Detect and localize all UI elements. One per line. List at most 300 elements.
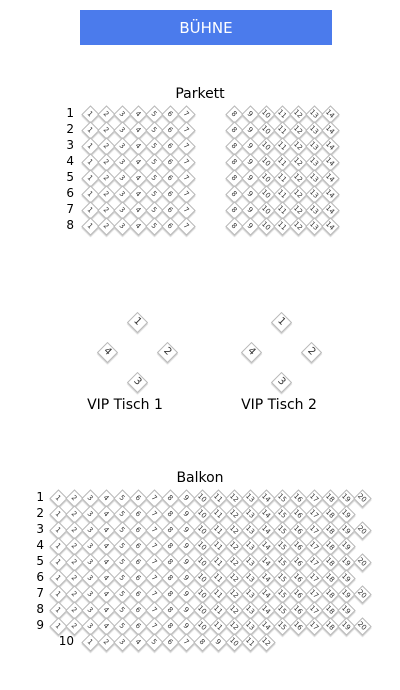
seat-number: 12 — [292, 204, 304, 216]
seat-number: 5 — [117, 557, 127, 567]
parkett-row-label: 8 — [66, 218, 74, 232]
seat-number: 2 — [69, 573, 79, 583]
seat-number: 2 — [101, 189, 111, 199]
seat-number: 1 — [85, 189, 95, 199]
seat-number: 10 — [260, 140, 272, 152]
seat-number: 9 — [181, 541, 191, 551]
seat-number: 7 — [181, 173, 191, 183]
seat-number: 13 — [244, 620, 256, 632]
seat-number: 12 — [260, 636, 272, 648]
seat-number: 1 — [85, 141, 95, 151]
seat-number: 8 — [229, 189, 239, 199]
seat-number: 12 — [228, 524, 240, 536]
seat-number: 10 — [196, 588, 208, 600]
seat-number: 9 — [245, 157, 255, 167]
seat-number: 13 — [308, 140, 320, 152]
seat-number: 2 — [101, 125, 111, 135]
seat-number: 4 — [133, 125, 143, 135]
seat-number: 5 — [149, 173, 159, 183]
seat-number: 4 — [101, 509, 111, 519]
seat-number: 6 — [165, 125, 175, 135]
seat-number: 4 — [101, 557, 111, 567]
seat-number: 1 — [53, 621, 63, 631]
seat-number: 3 — [117, 109, 127, 119]
seat-number: 8 — [165, 541, 175, 551]
seat-number: 12 — [228, 572, 240, 584]
seat-number: 10 — [196, 556, 208, 568]
seat-number: 2 — [101, 637, 111, 647]
seat-number: 7 — [181, 157, 191, 167]
seat-number: 2 — [69, 605, 79, 615]
seat-number: 13 — [244, 604, 256, 616]
seat-number: 3 — [117, 157, 127, 167]
seat-number: 13 — [308, 220, 320, 232]
seat-number: 8 — [165, 605, 175, 615]
seat-number: 4 — [133, 173, 143, 183]
seat-number: 2 — [69, 621, 79, 631]
seat-number: 9 — [181, 605, 191, 615]
seat-number: 19 — [340, 588, 352, 600]
seat-number: 16 — [292, 524, 304, 536]
seat-number: 4 — [133, 141, 143, 151]
vip-table-1-seat[interactable] — [128, 373, 146, 391]
seat-number: 17 — [308, 492, 320, 504]
seat-number: 16 — [292, 508, 304, 520]
seat-number: 7 — [181, 125, 191, 135]
vip-table-1-seat[interactable] — [98, 343, 116, 361]
seat-number: 20 — [356, 524, 368, 536]
seat-number: 9 — [181, 557, 191, 567]
parkett-seat[interactable] — [322, 218, 338, 234]
seat-number: 17 — [308, 604, 320, 616]
seat-number: 5 — [117, 605, 127, 615]
seat-number: 5 — [149, 157, 159, 167]
vip-table-2-seat[interactable] — [272, 313, 290, 331]
seat-number: 18 — [324, 556, 336, 568]
seat-number: 8 — [229, 141, 239, 151]
seat-number: 18 — [324, 540, 336, 552]
seat-number: 4 — [101, 621, 111, 631]
seat-number: 12 — [292, 124, 304, 136]
seat-number: 13 — [308, 124, 320, 136]
seat-number: 3 — [85, 573, 95, 583]
seat-number: 4 — [133, 109, 143, 119]
seat-number: 13 — [308, 188, 320, 200]
seat-number: 2 — [305, 345, 318, 358]
seat-number: 3 — [117, 189, 127, 199]
seat-number: 4 — [101, 573, 111, 583]
seat-number: 7 — [181, 221, 191, 231]
seat-number: 5 — [117, 493, 127, 503]
parkett-title: Parkett — [175, 86, 225, 102]
seat-number: 10 — [260, 204, 272, 216]
seat-number: 8 — [165, 525, 175, 535]
seat-number: 9 — [245, 125, 255, 135]
balkon-row-label: 4 — [36, 538, 44, 552]
seat-number: 7 — [149, 557, 159, 567]
seat-number: 18 — [324, 524, 336, 536]
seat-number: 4 — [133, 637, 143, 647]
seat-number: 8 — [229, 173, 239, 183]
seat-number: 17 — [308, 524, 320, 536]
seat-number: 5 — [149, 109, 159, 119]
seat-number: 5 — [117, 573, 127, 583]
seat-number: 12 — [228, 588, 240, 600]
seat-number: 17 — [308, 572, 320, 584]
seat-number: 4 — [101, 525, 111, 535]
seat-number: 2 — [69, 541, 79, 551]
seat-number: 10 — [196, 492, 208, 504]
vip-table-1-label: VIP Tisch 1 — [87, 397, 163, 413]
seat-number: 1 — [85, 125, 95, 135]
seat-number: 10 — [260, 172, 272, 184]
seat-number: 7 — [181, 109, 191, 119]
seat-number: 15 — [276, 620, 288, 632]
seat-number: 14 — [324, 108, 336, 120]
seat-number: 6 — [133, 589, 143, 599]
seat-number: 16 — [292, 556, 304, 568]
seat-number: 11 — [276, 172, 288, 184]
seat-number: 19 — [340, 620, 352, 632]
seat-number: 4 — [101, 589, 111, 599]
parkett-row-label: 4 — [66, 154, 74, 168]
seat-number: 5 — [149, 141, 159, 151]
seat-number: 2 — [101, 141, 111, 151]
seat-number: 3 — [275, 375, 288, 388]
seat-number: 7 — [181, 189, 191, 199]
seat-number: 12 — [228, 556, 240, 568]
parkett-row-label: 7 — [66, 202, 74, 216]
seat-number: 4 — [133, 157, 143, 167]
seat-number: 10 — [260, 124, 272, 136]
seat-number: 9 — [181, 573, 191, 583]
seat-number: 16 — [292, 588, 304, 600]
vip-table-1-seat[interactable] — [128, 313, 146, 331]
seat-number: 3 — [85, 493, 95, 503]
seat-number: 13 — [308, 172, 320, 184]
balkon-row-label: 6 — [36, 570, 44, 584]
seat-number: 14 — [260, 540, 272, 552]
seat-number: 18 — [324, 492, 336, 504]
seat-number: 8 — [229, 205, 239, 215]
seat-number: 12 — [292, 108, 304, 120]
seat-number: 9 — [181, 589, 191, 599]
seat-number: 8 — [229, 157, 239, 167]
balkon-seat[interactable] — [354, 522, 370, 538]
seat-number: 20 — [356, 588, 368, 600]
seat-number: 5 — [149, 125, 159, 135]
seat-number: 6 — [165, 189, 175, 199]
parkett-row-label: 5 — [66, 170, 74, 184]
balkon-row-label: 3 — [36, 522, 44, 536]
seat-number: 12 — [228, 492, 240, 504]
seat-number: 10 — [260, 188, 272, 200]
seat-number: 12 — [292, 220, 304, 232]
seat-number: 10 — [260, 220, 272, 232]
seat-number: 7 — [149, 573, 159, 583]
seat-number: 13 — [244, 588, 256, 600]
seat-number: 14 — [324, 204, 336, 216]
seat-number: 1 — [53, 541, 63, 551]
seat-number: 10 — [196, 540, 208, 552]
seat-number: 14 — [324, 172, 336, 184]
parkett-row-label: 3 — [66, 138, 74, 152]
seat-number: 7 — [181, 637, 191, 647]
seat-number: 18 — [324, 588, 336, 600]
seat-number: 7 — [149, 541, 159, 551]
seat-number: 15 — [276, 572, 288, 584]
seat-number: 1 — [85, 221, 95, 231]
seat-number: 6 — [133, 525, 143, 535]
seat-number: 18 — [324, 620, 336, 632]
seat-number: 9 — [245, 189, 255, 199]
seat-number: 17 — [308, 588, 320, 600]
seat-number: 11 — [276, 156, 288, 168]
seat-number: 13 — [244, 492, 256, 504]
seat-number: 11 — [212, 492, 224, 504]
seat-number: 4 — [101, 493, 111, 503]
seat-number: 2 — [69, 493, 79, 503]
parkett-row-label: 2 — [66, 122, 74, 136]
seat-number: 7 — [149, 493, 159, 503]
seat-number: 10 — [228, 636, 240, 648]
seat-number: 7 — [149, 525, 159, 535]
balkon-seat[interactable] — [354, 586, 370, 602]
seat-number: 6 — [165, 157, 175, 167]
seat-number: 1 — [85, 205, 95, 215]
seat-number: 17 — [308, 556, 320, 568]
seat-number: 2 — [101, 157, 111, 167]
seat-number: 13 — [244, 572, 256, 584]
seat-number: 6 — [133, 541, 143, 551]
seat-number: 16 — [292, 620, 304, 632]
vip-table-2-seat[interactable] — [302, 343, 320, 361]
seat-number: 2 — [101, 109, 111, 119]
seat-number: 11 — [212, 604, 224, 616]
vip-table-1-seat[interactable] — [158, 343, 176, 361]
seat-number: 15 — [276, 588, 288, 600]
seat-number: 14 — [260, 588, 272, 600]
seat-number: 6 — [165, 637, 175, 647]
seat-number: 12 — [228, 540, 240, 552]
balkon-seat[interactable] — [258, 634, 274, 650]
seat-number: 18 — [324, 604, 336, 616]
seat-number: 1 — [53, 589, 63, 599]
seat-number: 3 — [117, 205, 127, 215]
seat-number: 2 — [101, 173, 111, 183]
seat-number: 2 — [101, 221, 111, 231]
seat-number: 3 — [85, 605, 95, 615]
seat-number: 16 — [292, 572, 304, 584]
seat-number: 2 — [161, 345, 174, 358]
seat-number: 2 — [69, 525, 79, 535]
seat-number: 11 — [276, 124, 288, 136]
seat-number: 6 — [165, 109, 175, 119]
seat-number: 13 — [244, 524, 256, 536]
seat-number: 13 — [244, 556, 256, 568]
seat-number: 14 — [324, 188, 336, 200]
balkon-seat[interactable] — [354, 618, 370, 634]
seat-number: 2 — [69, 557, 79, 567]
seat-number: 13 — [308, 204, 320, 216]
seat-number: 11 — [212, 508, 224, 520]
seat-number: 5 — [117, 621, 127, 631]
seat-number: 12 — [292, 172, 304, 184]
seat-number: 5 — [117, 525, 127, 535]
seat-number: 11 — [244, 636, 256, 648]
seat-number: 11 — [212, 556, 224, 568]
seat-number: 9 — [245, 221, 255, 231]
seat-number: 6 — [165, 221, 175, 231]
seat-number: 9 — [245, 173, 255, 183]
seat-number: 3 — [117, 637, 127, 647]
balkon-row-label: 7 — [36, 586, 44, 600]
seat-number: 7 — [181, 141, 191, 151]
seat-number: 1 — [53, 525, 63, 535]
seat-number: 4 — [101, 345, 114, 358]
seat-number: 12 — [292, 140, 304, 152]
seat-number: 6 — [133, 605, 143, 615]
seat-number: 10 — [196, 524, 208, 536]
seat-number: 3 — [85, 525, 95, 535]
vip-table-2-seat[interactable] — [272, 373, 290, 391]
seat-number: 12 — [292, 188, 304, 200]
seat-number: 12 — [228, 620, 240, 632]
seat-number: 1 — [131, 315, 144, 328]
seat-number: 4 — [101, 605, 111, 615]
seat-number: 18 — [324, 508, 336, 520]
seat-number: 15 — [276, 524, 288, 536]
seat-number: 8 — [229, 109, 239, 119]
seat-number: 9 — [245, 205, 255, 215]
seat-number: 7 — [149, 621, 159, 631]
seat-number: 1 — [53, 557, 63, 567]
seat-number: 17 — [308, 540, 320, 552]
seat-number: 1 — [85, 173, 95, 183]
parkett-seat[interactable] — [178, 218, 194, 234]
seat-number: 15 — [276, 556, 288, 568]
seat-number: 1 — [85, 157, 95, 167]
seat-number: 19 — [340, 572, 352, 584]
seat-number: 5 — [117, 541, 127, 551]
seat-number: 8 — [165, 589, 175, 599]
seat-number: 4 — [133, 205, 143, 215]
seat-number: 11 — [212, 540, 224, 552]
seat-number: 19 — [340, 492, 352, 504]
seat-number: 9 — [181, 621, 191, 631]
seat-number: 5 — [149, 637, 159, 647]
parkett-row-label: 6 — [66, 186, 74, 200]
seat-number: 10 — [260, 156, 272, 168]
seat-number: 19 — [340, 556, 352, 568]
seat-number: 14 — [324, 140, 336, 152]
seat-number: 6 — [165, 173, 175, 183]
seat-number: 14 — [260, 508, 272, 520]
seat-number: 8 — [165, 573, 175, 583]
seat-number: 19 — [340, 604, 352, 616]
seat-number: 14 — [324, 220, 336, 232]
seat-number: 4 — [133, 221, 143, 231]
seat-number: 5 — [117, 589, 127, 599]
seat-number: 14 — [260, 524, 272, 536]
seat-number: 3 — [117, 173, 127, 183]
seat-number: 20 — [356, 556, 368, 568]
seat-number: 2 — [69, 589, 79, 599]
seat-number: 9 — [181, 525, 191, 535]
seat-number: 1 — [275, 315, 288, 328]
seat-number: 3 — [117, 221, 127, 231]
seat-number: 16 — [292, 492, 304, 504]
seat-number: 12 — [292, 156, 304, 168]
seat-number: 16 — [292, 540, 304, 552]
seat-number: 8 — [165, 509, 175, 519]
seat-number: 11 — [276, 204, 288, 216]
seat-number: 19 — [340, 508, 352, 520]
seat-number: 6 — [165, 205, 175, 215]
seat-number: 1 — [85, 109, 95, 119]
balkon-row-label: 8 — [36, 602, 44, 616]
seat-number: 14 — [260, 620, 272, 632]
seat-number: 16 — [292, 604, 304, 616]
seat-number: 5 — [149, 221, 159, 231]
balkon-row-label: 5 — [36, 554, 44, 568]
seat-number: 7 — [181, 205, 191, 215]
seat-number: 14 — [324, 156, 336, 168]
seat-number: 8 — [165, 493, 175, 503]
seat-number: 3 — [131, 375, 144, 388]
seat-number: 11 — [276, 108, 288, 120]
seat-number: 17 — [308, 508, 320, 520]
balkon-seat[interactable] — [354, 554, 370, 570]
seat-number: 19 — [340, 524, 352, 536]
vip-table-2-label: VIP Tisch 2 — [241, 397, 317, 413]
seat-number: 3 — [85, 509, 95, 519]
seat-number: 6 — [133, 621, 143, 631]
seat-number: 11 — [212, 588, 224, 600]
vip-table-2-seat[interactable] — [242, 343, 260, 361]
seat-number: 9 — [181, 493, 191, 503]
seat-number: 15 — [276, 508, 288, 520]
seat-number: 6 — [133, 493, 143, 503]
seat-number: 2 — [101, 205, 111, 215]
balkon-seat[interactable] — [354, 490, 370, 506]
balkon-row-label: 9 — [36, 618, 44, 632]
seat-number: 3 — [85, 589, 95, 599]
balkon-title: Balkon — [176, 470, 224, 486]
seat-number: 14 — [260, 492, 272, 504]
seat-number: 13 — [308, 156, 320, 168]
seat-number: 3 — [117, 125, 127, 135]
balkon-row-label: 10 — [58, 634, 74, 648]
seat-number: 14 — [324, 124, 336, 136]
seat-number: 4 — [133, 189, 143, 199]
seat-number: 9 — [245, 109, 255, 119]
seat-number: 14 — [260, 604, 272, 616]
seat-number: 8 — [165, 621, 175, 631]
seat-number: 14 — [260, 556, 272, 568]
seat-number: 19 — [340, 540, 352, 552]
seat-number: 15 — [276, 540, 288, 552]
seat-number: 10 — [196, 604, 208, 616]
seat-number: 6 — [133, 573, 143, 583]
seat-number: 1 — [53, 493, 63, 503]
seat-number: 9 — [245, 141, 255, 151]
seat-number: 1 — [53, 509, 63, 519]
seat-number: 3 — [85, 541, 95, 551]
seat-number: 11 — [276, 140, 288, 152]
seat-number: 7 — [149, 605, 159, 615]
seat-number: 13 — [244, 540, 256, 552]
